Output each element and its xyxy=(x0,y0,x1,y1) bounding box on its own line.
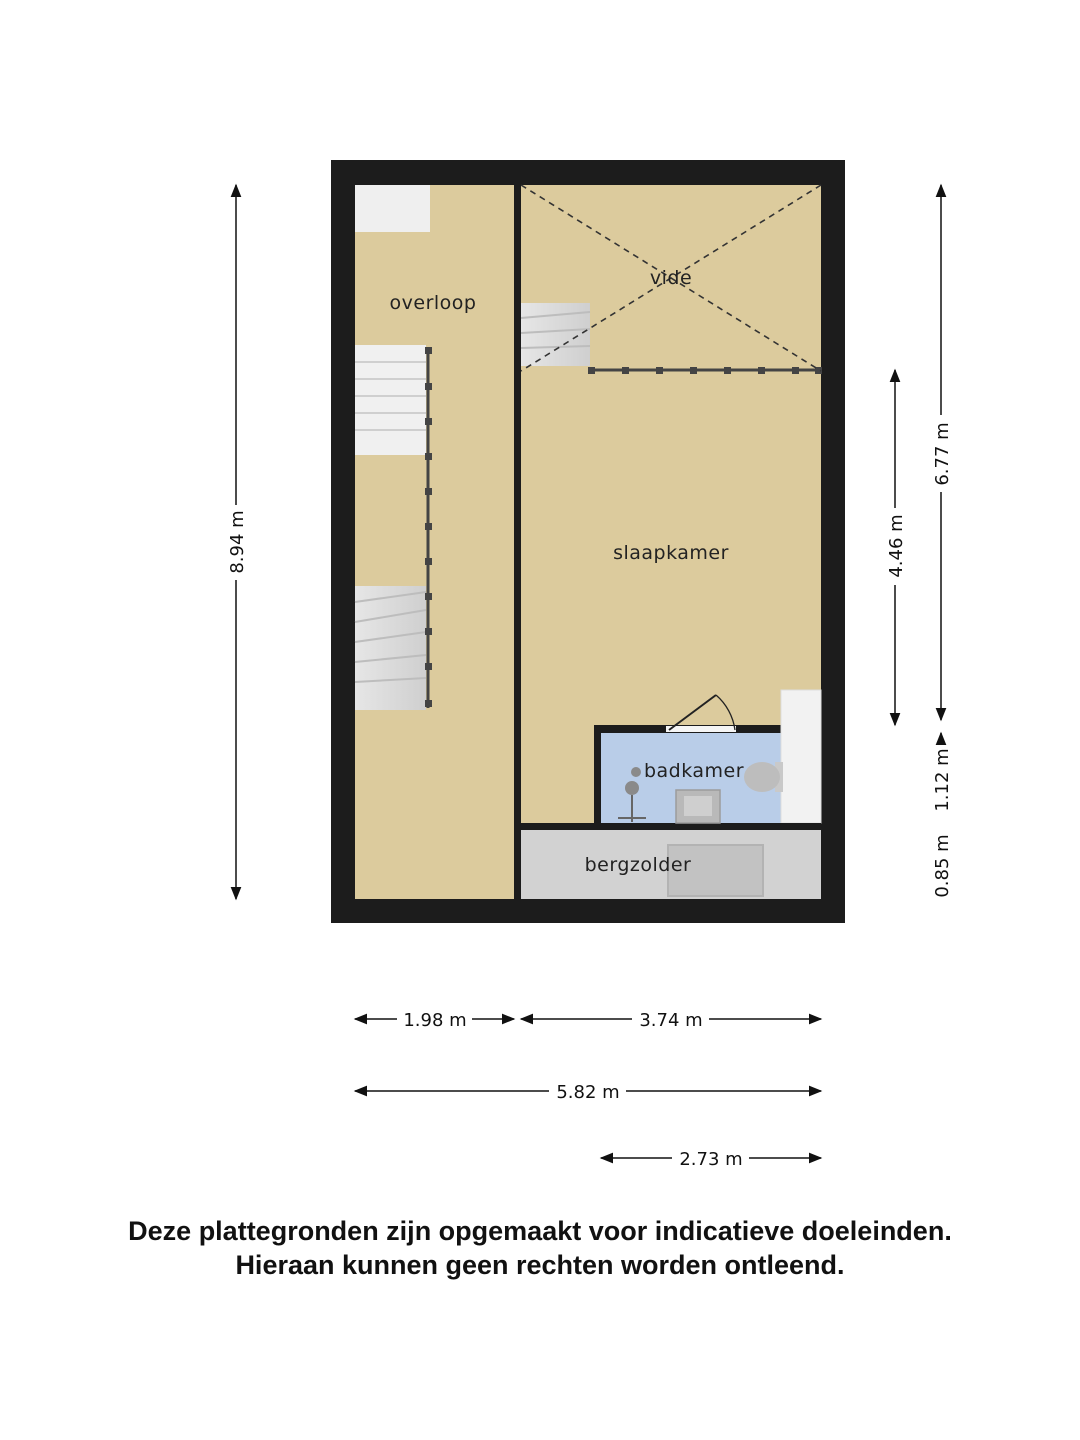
cabinet xyxy=(781,690,821,823)
dimension-bedroom xyxy=(886,370,907,725)
dimension-label-bedroom: 4.46 m xyxy=(886,514,907,578)
dimension-label-width-right: 3.74 m xyxy=(639,1010,703,1031)
stairs-lower xyxy=(355,586,426,710)
dimension-width-right xyxy=(521,1010,821,1031)
room-label-bergzolder: bergzolder xyxy=(584,854,692,876)
storage-wall xyxy=(521,823,821,830)
inner-wall xyxy=(514,185,521,899)
toilet-icon xyxy=(744,762,783,792)
dimension-label-width-bath: 2.73 m xyxy=(679,1149,743,1170)
stairs-upper xyxy=(355,345,426,455)
dimension-right-total xyxy=(932,185,953,720)
dimension-width-left xyxy=(355,1010,514,1031)
room-label-badkamer: badkamer xyxy=(643,760,745,782)
dimension-bath-height xyxy=(932,733,953,812)
disclaimer-line-1: Deze plattegronden zijn opgemaakt voor indicatieve doeleinden. xyxy=(128,1216,952,1246)
dimension-label-bath-height: 1.12 m xyxy=(932,748,953,812)
dimension-total-height xyxy=(227,185,248,899)
dimension-label-width-left: 1.98 m xyxy=(403,1010,467,1031)
dimension-label-total-height: 8.94 m xyxy=(227,510,248,574)
dimension-label-width-total: 5.82 m xyxy=(556,1082,620,1103)
room-label-vide: vide xyxy=(649,267,693,289)
dimension-width-bath xyxy=(601,1149,821,1170)
dimension-storage-height xyxy=(932,834,953,897)
storage-unit xyxy=(355,185,430,232)
room-label-overloop: overloop xyxy=(389,292,477,314)
dimension-width-total xyxy=(355,1082,821,1103)
disclaimer-line-2: Hieraan kunnen geen rechten worden ontleend. xyxy=(235,1250,845,1280)
room-label-slaapkamer: slaapkamer xyxy=(613,542,729,564)
dimension-label-storage-height: 0.85 m xyxy=(932,834,953,898)
stairs-vide xyxy=(521,303,590,366)
sink-icon xyxy=(676,790,720,823)
dimension-label-right-total: 6.77 m xyxy=(932,422,953,486)
